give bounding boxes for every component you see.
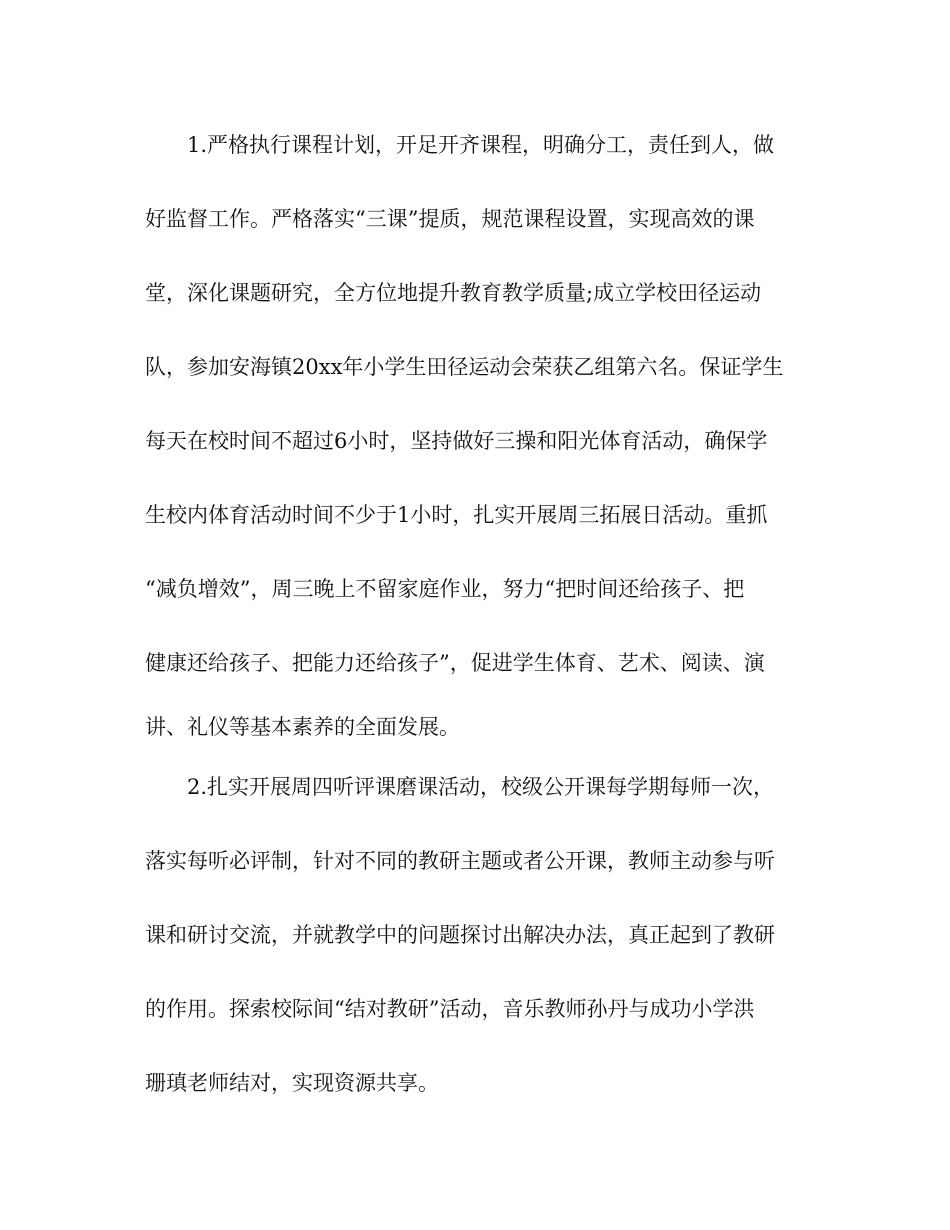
paragraph-2-line-4: 的作用。探索校际间“结对教研”活动，音乐教师孙丹与成功小学洪 [145,997,755,1021]
paragraph-2-line-1: 2.扎实开展周四听评课磨课活动，校级公开课每学期每师一次， [187,775,775,799]
paragraph-1-line-1: 1.严格执行课程计划，开足开齐课程，明确分工，责任到人，做 [187,133,775,157]
paragraph-1-line-2: 好监督工作。严格落实“三课”提质，规范课程设置，实现高效的课 [145,207,755,231]
paragraph-2-line-3: 课和研讨交流，并就教学中的问题探讨出解决办法，真正起到了教研 [145,923,775,947]
paragraph-1-line-8: 健康还给孩子、把能力还给孩子”，促进学生体育、艺术、阅读、演 [145,651,765,675]
paragraph-1-line-5: 每天在校时间不超过6小时，坚持做好三操和阳光体育活动，确保学 [145,429,768,453]
paragraph-2-line-2: 落实每听必评制，针对不同的教研主题或者公开课，教师主动参与听 [145,849,775,873]
paragraph-1-line-7: “减负增效”，周三晚上不留家庭作业，努力“把时间还给孩子、把 [145,577,745,601]
paragraph-1-line-4: 队，参加安海镇20xx年小学生田径运动会荣获乙组第六名。保证学生 [145,355,784,379]
paragraph-2-line-5: 珊瑱老师结对，实现资源共享。 [145,1071,439,1095]
paragraph-1-line-9: 讲、礼仪等基本素养的全面发展。 [145,715,460,739]
paragraph-1-line-3: 堂，深化课题研究，全方位地提升教育教学质量;成立学校田径运动 [145,281,762,305]
paragraph-1-line-6: 生校内体育活动时间不少于1小时，扎实开展周三拓展日活动。重抓 [145,503,768,527]
